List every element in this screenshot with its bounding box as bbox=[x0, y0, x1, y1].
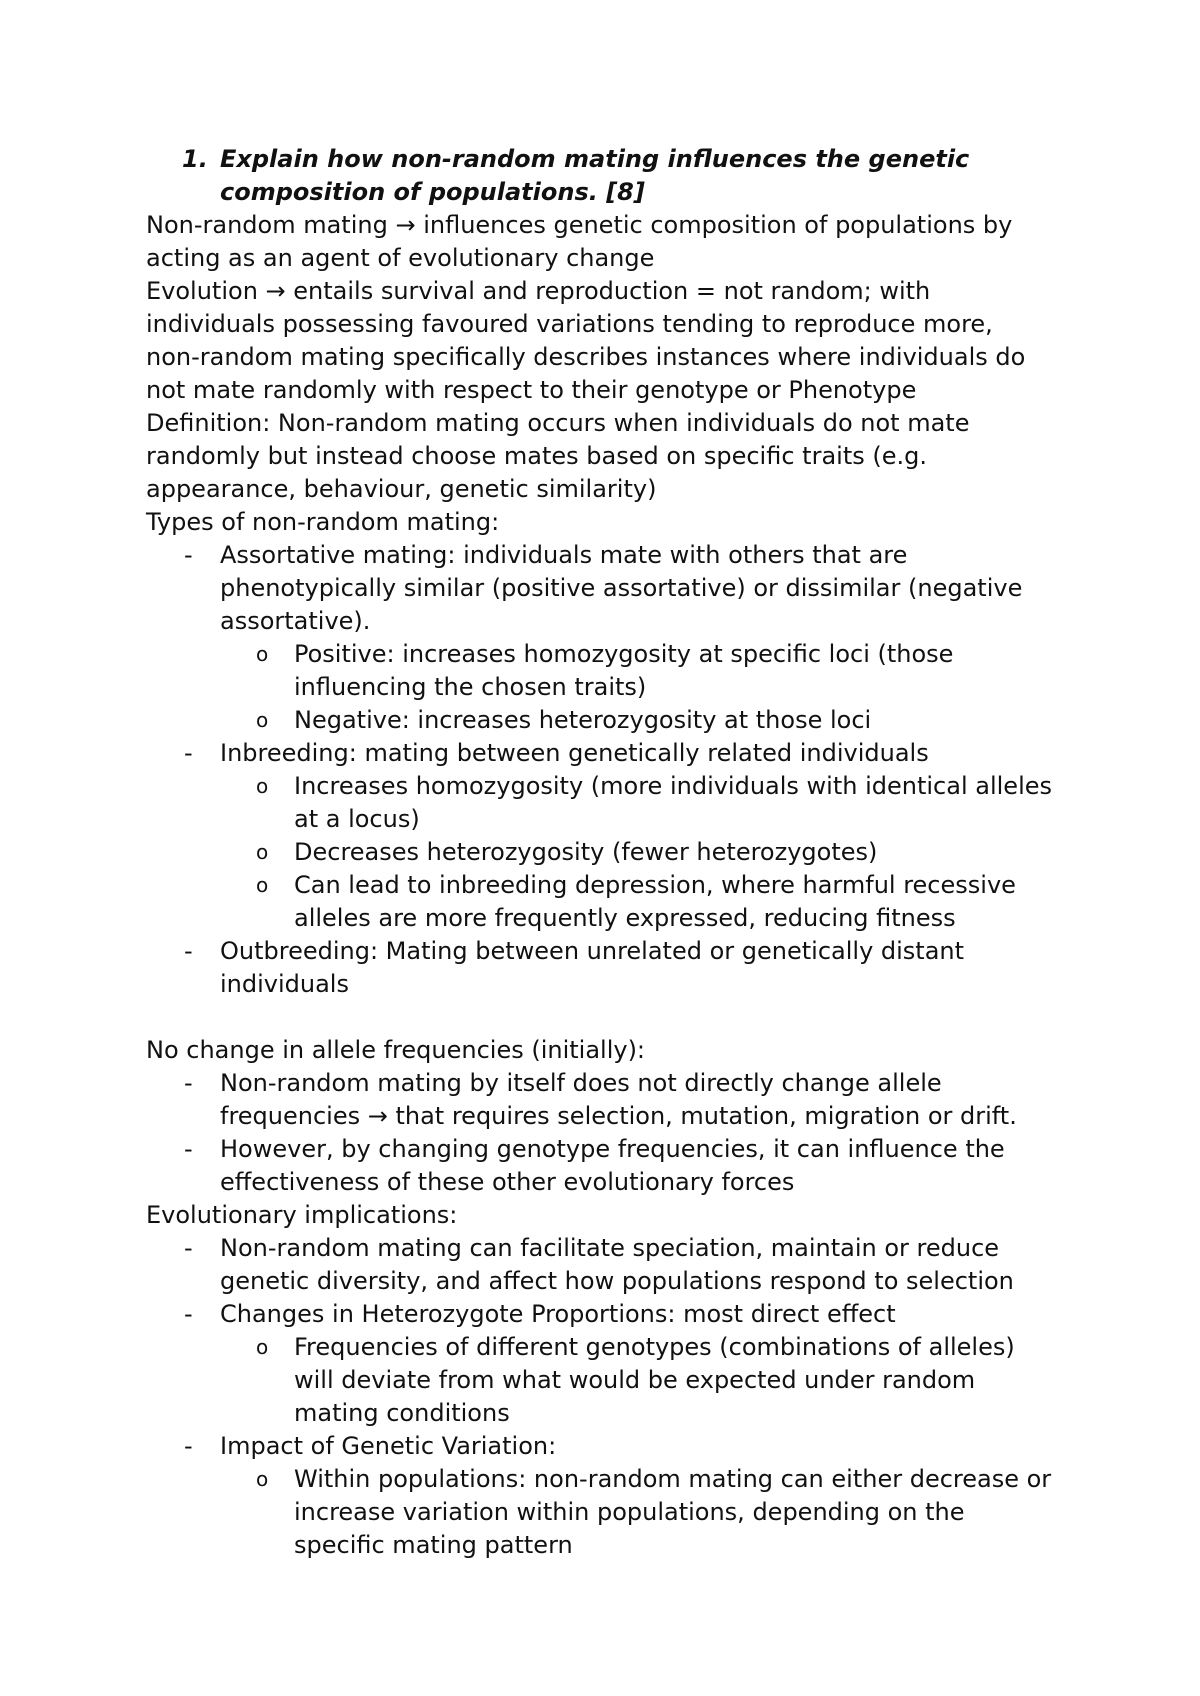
list-item-inbreeding: Inbreeding: mating between genetically related individuals bbox=[220, 739, 929, 767]
list-item-genetic-variation: Impact of Genetic Variation: bbox=[220, 1432, 557, 1460]
list-item: Non-random mating by itself does not directly change allele bbox=[220, 1069, 942, 1097]
dash-bullet: - bbox=[184, 1432, 193, 1460]
circle-bullet: o bbox=[256, 708, 269, 732]
list-item-continuation: phenotypically similar (positive assortative) or dissimilar (negative bbox=[220, 574, 1023, 602]
list-item-heterozygote: Changes in Heterozygote Proportions: most direct effect bbox=[220, 1300, 896, 1328]
text-line: Non-random mating → influences genetic composition of populations by bbox=[146, 211, 1013, 239]
circle-bullet: o bbox=[256, 642, 269, 666]
sub-item-continuation: mating conditions bbox=[294, 1399, 510, 1427]
sub-item-continuation: at a locus) bbox=[294, 805, 420, 833]
section-heading-allele: No change in allele frequencies (initially): bbox=[146, 1036, 646, 1064]
text-line: Evolution → entails survival and reproduction = not random; with bbox=[146, 277, 931, 305]
definition-line: appearance, behaviour, genetic similarity) bbox=[146, 475, 657, 503]
circle-bullet: o bbox=[256, 1335, 269, 1359]
sub-item-depression: Can lead to inbreeding depression, where harmful recessive bbox=[294, 871, 1016, 899]
sub-item-negative: Negative: increases heterozygosity at those loci bbox=[294, 706, 872, 734]
question-title-line-1: Explain how non-random mating influences the genetic bbox=[220, 145, 970, 173]
circle-bullet: o bbox=[256, 873, 269, 897]
sub-item-positive: Positive: increases homozygosity at specific loci (those bbox=[294, 640, 954, 668]
sub-item-continuation: alleles are more frequently expressed, reducing fitness bbox=[294, 904, 956, 932]
section-heading-implications: Evolutionary implications: bbox=[146, 1201, 458, 1229]
dash-bullet: - bbox=[184, 1135, 193, 1163]
dash-bullet: - bbox=[184, 1300, 193, 1328]
circle-bullet: o bbox=[256, 840, 269, 864]
section-heading-types: Types of non-random mating: bbox=[146, 508, 500, 536]
dash-bullet: - bbox=[184, 937, 193, 965]
definition-line: randomly but instead choose mates based on specific traits (e.g. bbox=[146, 442, 927, 470]
circle-bullet: o bbox=[256, 774, 269, 798]
list-item-continuation: effectiveness of these other evolutionary forces bbox=[220, 1168, 795, 1196]
list-item-assortative: Assortative mating: individuals mate with others that are bbox=[220, 541, 908, 569]
question-title-line-2: composition of populations. [8] bbox=[220, 178, 645, 206]
list-item-continuation: genetic diversity, and affect how populations respond to selection bbox=[220, 1267, 1014, 1295]
sub-item-continuation: specific mating pattern bbox=[294, 1531, 573, 1559]
list-item-continuation: frequencies → that requires selection, mutation, migration or drift. bbox=[220, 1102, 1017, 1130]
dash-bullet: - bbox=[184, 1234, 193, 1262]
sub-item-within-populations: Within populations: non-random mating can either decrease or bbox=[294, 1465, 1052, 1493]
question-number: 1. bbox=[182, 145, 208, 173]
text-line: acting as an agent of evolutionary change bbox=[146, 244, 655, 272]
dash-bullet: - bbox=[184, 739, 193, 767]
text-line: not mate randomly with respect to their genotype or Phenotype bbox=[146, 376, 917, 404]
sub-item-homozygosity: Increases homozygosity (more individuals with identical alleles bbox=[294, 772, 1053, 800]
sub-item-continuation: influencing the chosen traits) bbox=[294, 673, 647, 701]
list-item: Non-random mating can facilitate speciation, maintain or reduce bbox=[220, 1234, 1000, 1262]
dash-bullet: - bbox=[184, 541, 193, 569]
list-item-outbreeding: Outbreeding: Mating between unrelated or genetically distant bbox=[220, 937, 965, 965]
definition-line: Definition: Non-random mating occurs when individuals do not mate bbox=[146, 409, 970, 437]
list-item-continuation: assortative). bbox=[220, 607, 371, 635]
list-item: However, by changing genotype frequencies, it can influence the bbox=[220, 1135, 1005, 1163]
circle-bullet: o bbox=[256, 1467, 269, 1491]
text-line: individuals possessing favoured variations tending to reproduce more, bbox=[146, 310, 993, 338]
sub-item-genotypes: Frequencies of different genotypes (combinations of alleles) bbox=[294, 1333, 1015, 1361]
sub-item-continuation: increase variation within populations, depending on the bbox=[294, 1498, 965, 1526]
list-item-continuation: individuals bbox=[220, 970, 349, 998]
dash-bullet: - bbox=[184, 1069, 193, 1097]
sub-item-continuation: will deviate from what would be expected under random bbox=[294, 1366, 976, 1394]
text-line: non-random mating specifically describes instances where individuals do bbox=[146, 343, 1026, 371]
sub-item-heterozygosity: Decreases heterozygosity (fewer heterozygotes) bbox=[294, 838, 878, 866]
